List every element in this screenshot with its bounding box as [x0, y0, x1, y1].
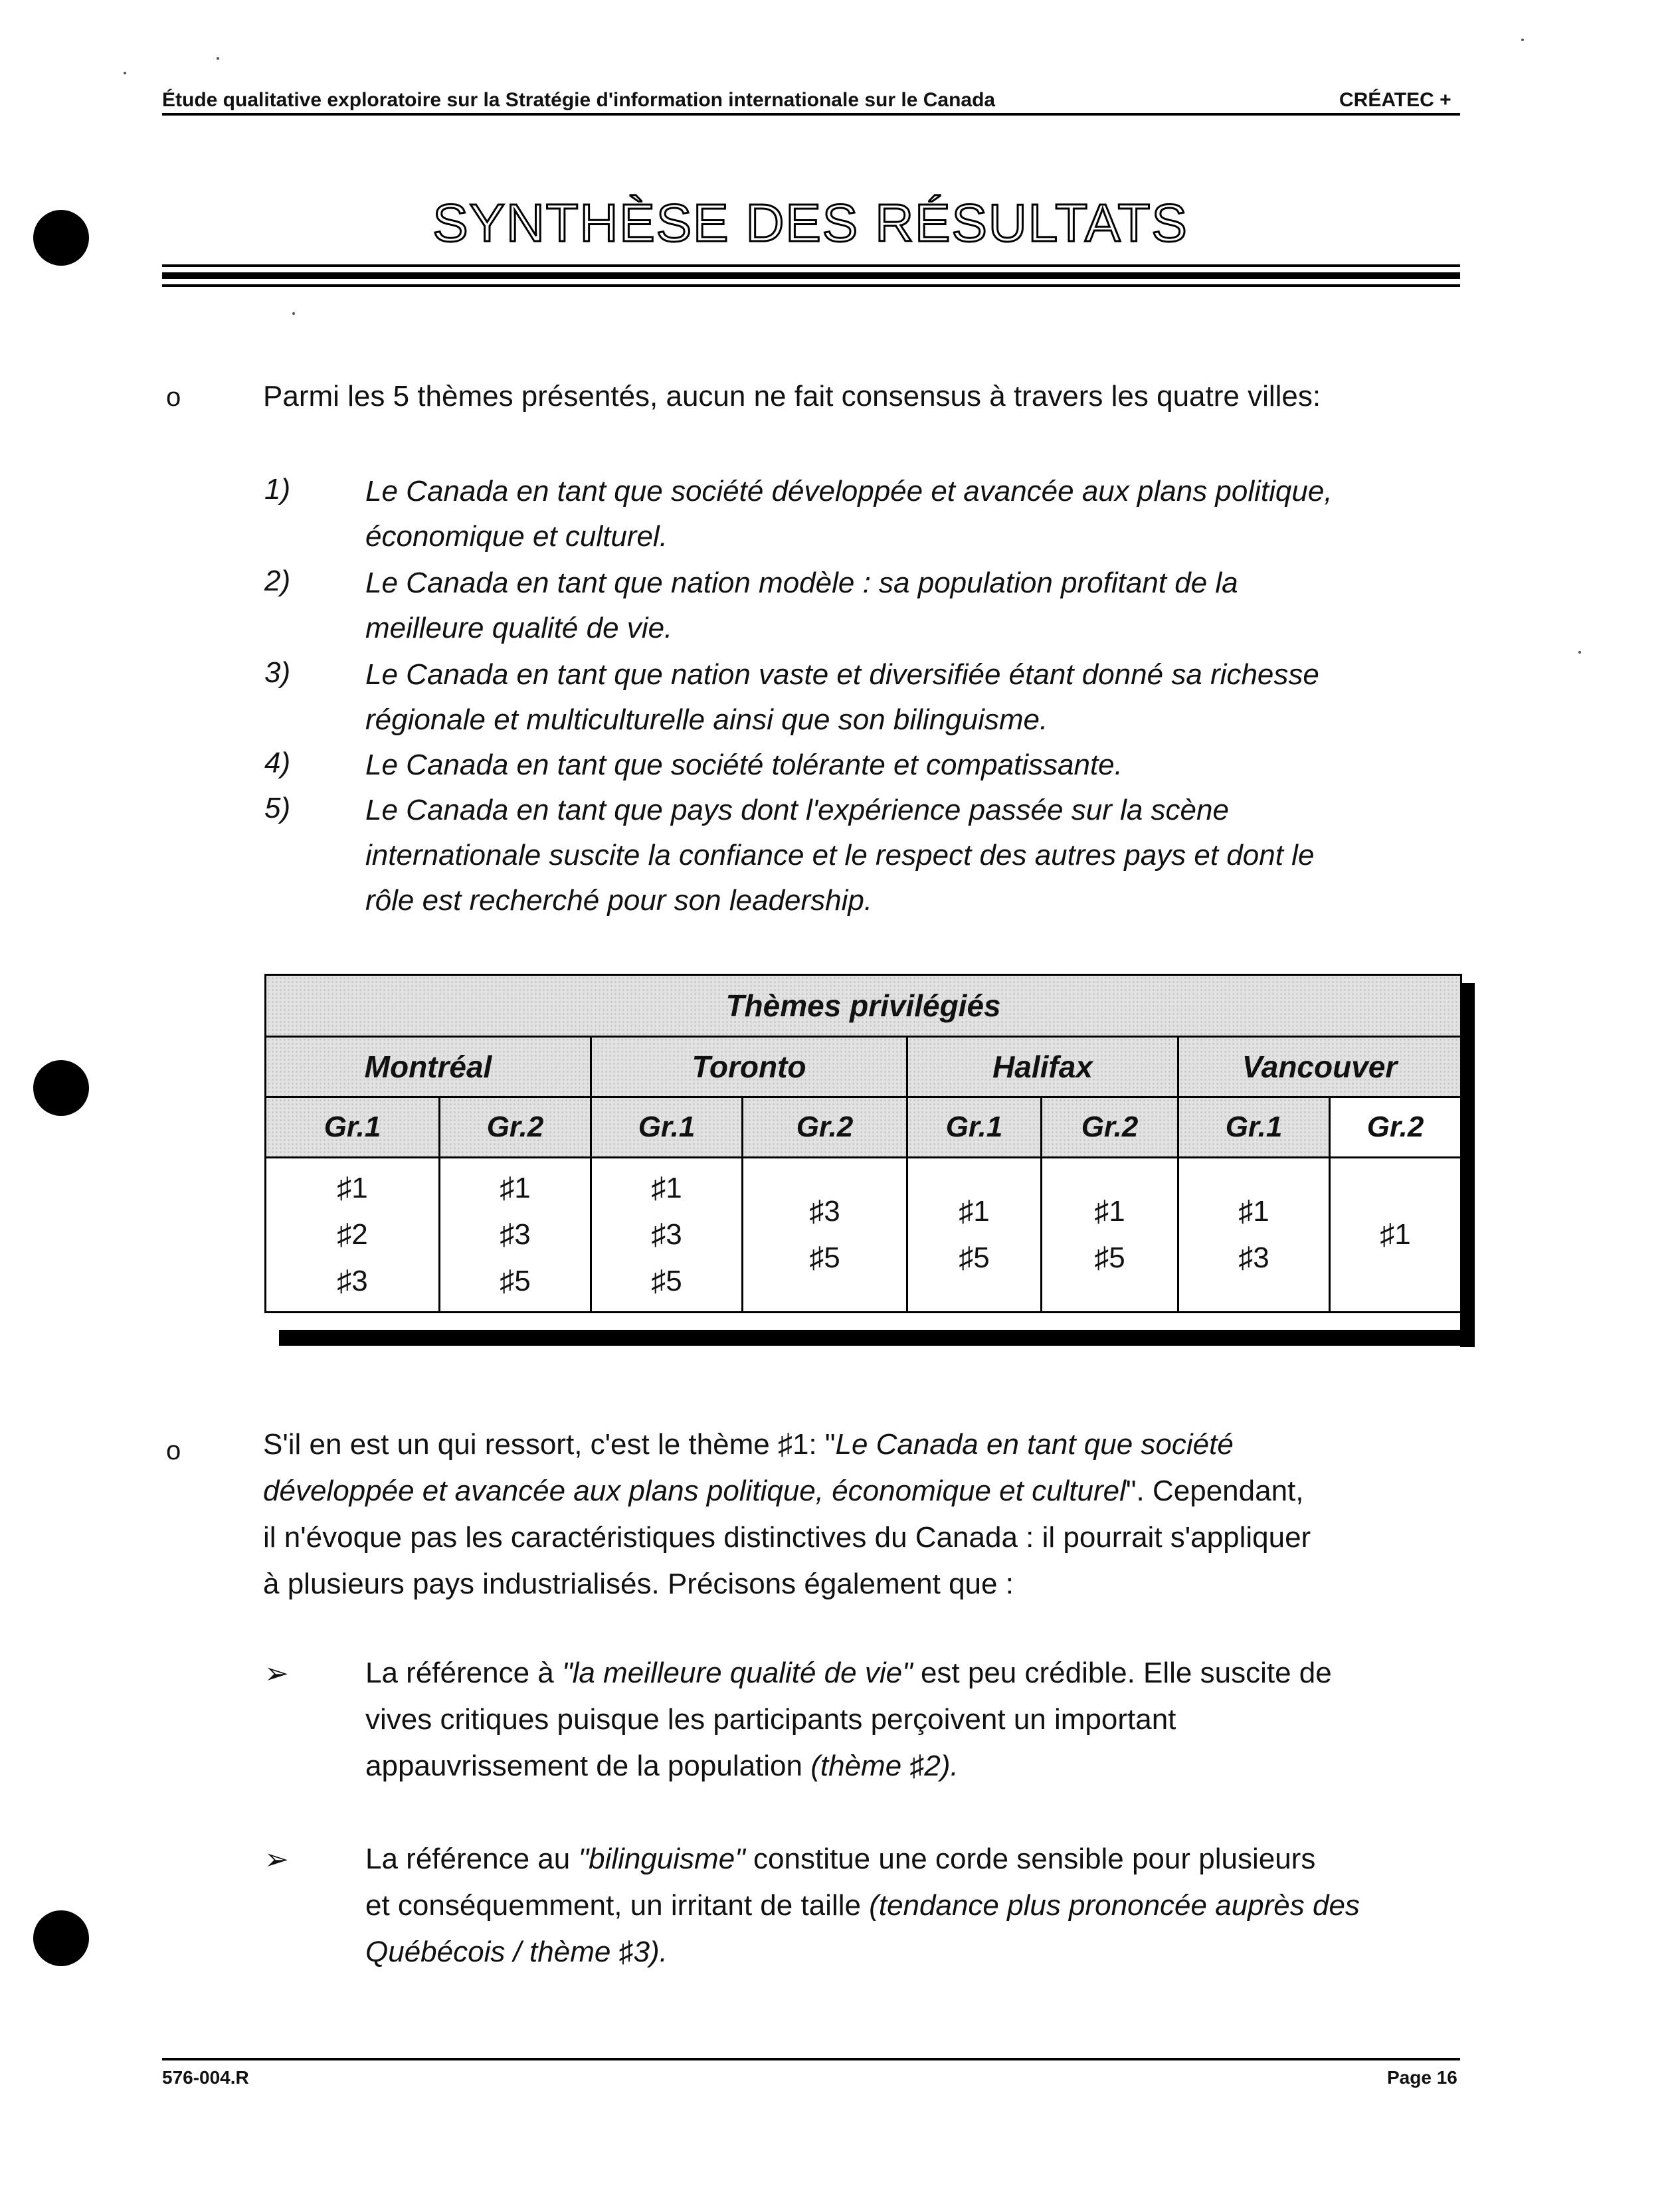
table-shadow-bottom — [279, 1330, 1475, 1346]
group-header: Gr.1 — [907, 1097, 1042, 1158]
running-header-left: Étude qualitative exploratoire sur la Stratégie d'information internationale sur le Canada — [162, 89, 996, 111]
group-header: Gr.2 — [440, 1097, 591, 1158]
themes-table — [264, 974, 1462, 1313]
group-header: Gr.1 — [591, 1097, 743, 1158]
sub-point: La référence à "la meilleure qualité de vie" est peu crédible. Elle suscite de vives critiques puisque les participants perçoivent un important appauvrissement de la population (thème ♯2). — [365, 1657, 1332, 1782]
document-code: 576-004.R — [162, 2067, 249, 2088]
table-cell: ♯1 ♯3 — [1178, 1158, 1330, 1313]
header-rule — [162, 113, 1460, 116]
punch-hole-top — [33, 210, 89, 266]
page-title: SYNTHÈSE DES RÉSULTATS — [432, 193, 1188, 252]
scan-speck — [1521, 39, 1524, 41]
footer-rule — [162, 2058, 1460, 2060]
arrow-bullet-icon: ➢ — [264, 1843, 289, 1876]
title-rule-thick — [162, 272, 1460, 279]
theme-number: 4) — [264, 747, 291, 779]
scan-speck — [292, 312, 295, 315]
group-header: Gr.2 — [743, 1097, 907, 1158]
theme-number: 1) — [264, 473, 291, 505]
section-paragraph: S'il en est un qui ressort, c'est le thème ♯1: "Le Canada en tant que société développée et avancée aux plans politique, économique et culturel". Cependant, il n'évoque pas les caractéristiques distinctives du Canada : il pourrait s'appliquer à plusieurs pays industrialisés. Précisons également que : — [263, 1428, 1311, 1600]
city-header-vancouver: Vancouver — [1178, 1037, 1461, 1097]
city-header-toronto: Toronto — [591, 1037, 907, 1097]
theme-number: 5) — [264, 792, 291, 824]
city-header-halifax: Halifax — [907, 1037, 1178, 1097]
theme-text: Le Canada en tant que nation modèle : sa population profitant de la meilleure qualité de vie. — [365, 567, 1238, 644]
title-rule-thin-top — [162, 264, 1460, 267]
page-number: Page 16 — [1387, 2067, 1457, 2088]
table-cell: ♯3 ♯5 — [743, 1158, 907, 1313]
title-rule-thin-bottom — [162, 284, 1460, 287]
scan-speck — [1578, 651, 1581, 654]
table-cell: ♯1 ♯5 — [907, 1158, 1042, 1313]
theme-number: 2) — [264, 565, 291, 597]
theme-text: Le Canada en tant que société tolérante et compatissante. — [365, 749, 1123, 781]
theme-text: Le Canada en tant que pays dont l'expérience passée sur la scène internationale suscite la confiance et le respect des autres pays et dont le rôle est recherché pour son leadership. — [365, 794, 1315, 917]
scan-speck — [124, 72, 126, 74]
table-cell: ♯1 ♯3 ♯5 — [591, 1158, 743, 1313]
sub-point: La référence au "bilinguisme" constitue une corde sensible pour plusieurs et conséquemment, un irritant de taille (tendance plus prononcée auprès des Québécois / thème ♯3). — [365, 1843, 1360, 1968]
city-header-montreal: Montréal — [266, 1037, 591, 1097]
punch-hole-middle — [33, 1060, 89, 1116]
group-header: Gr.2 — [1042, 1097, 1178, 1158]
table-shadow-right — [1460, 983, 1475, 1347]
running-header-right: CRÉATEC + — [1339, 89, 1451, 111]
table-cell: ♯1 ♯2 ♯3 — [266, 1158, 440, 1313]
group-header: Gr.1 — [1178, 1097, 1330, 1158]
section-intro: Parmi les 5 thèmes présentés, aucun ne fait consensus à travers les quatre villes: — [263, 380, 1321, 412]
theme-text: Le Canada en tant que nation vaste et diversifiée étant donné sa richesse régionale et multiculturelle ainsi que son bilinguisme. — [365, 658, 1319, 736]
group-header: Gr.1 — [266, 1097, 440, 1158]
table-cell: ♯1 ♯5 — [1042, 1158, 1178, 1313]
section-bullet: o — [166, 383, 181, 412]
arrow-bullet-icon: ➢ — [264, 1657, 289, 1690]
table-cell: ♯1 ♯3 ♯5 — [440, 1158, 591, 1313]
scan-speck — [217, 57, 219, 60]
table-title: Thèmes privilégiés — [266, 975, 1461, 1037]
theme-text: Le Canada en tant que société développée et avancée aux plans politique, économique et culturel. — [365, 475, 1333, 553]
group-header: Gr.2 — [1330, 1097, 1461, 1158]
punch-hole-bottom — [33, 1910, 89, 1966]
section-bullet: o — [166, 1436, 181, 1465]
theme-number: 3) — [264, 656, 291, 689]
table-cell: ♯1 — [1330, 1158, 1461, 1313]
